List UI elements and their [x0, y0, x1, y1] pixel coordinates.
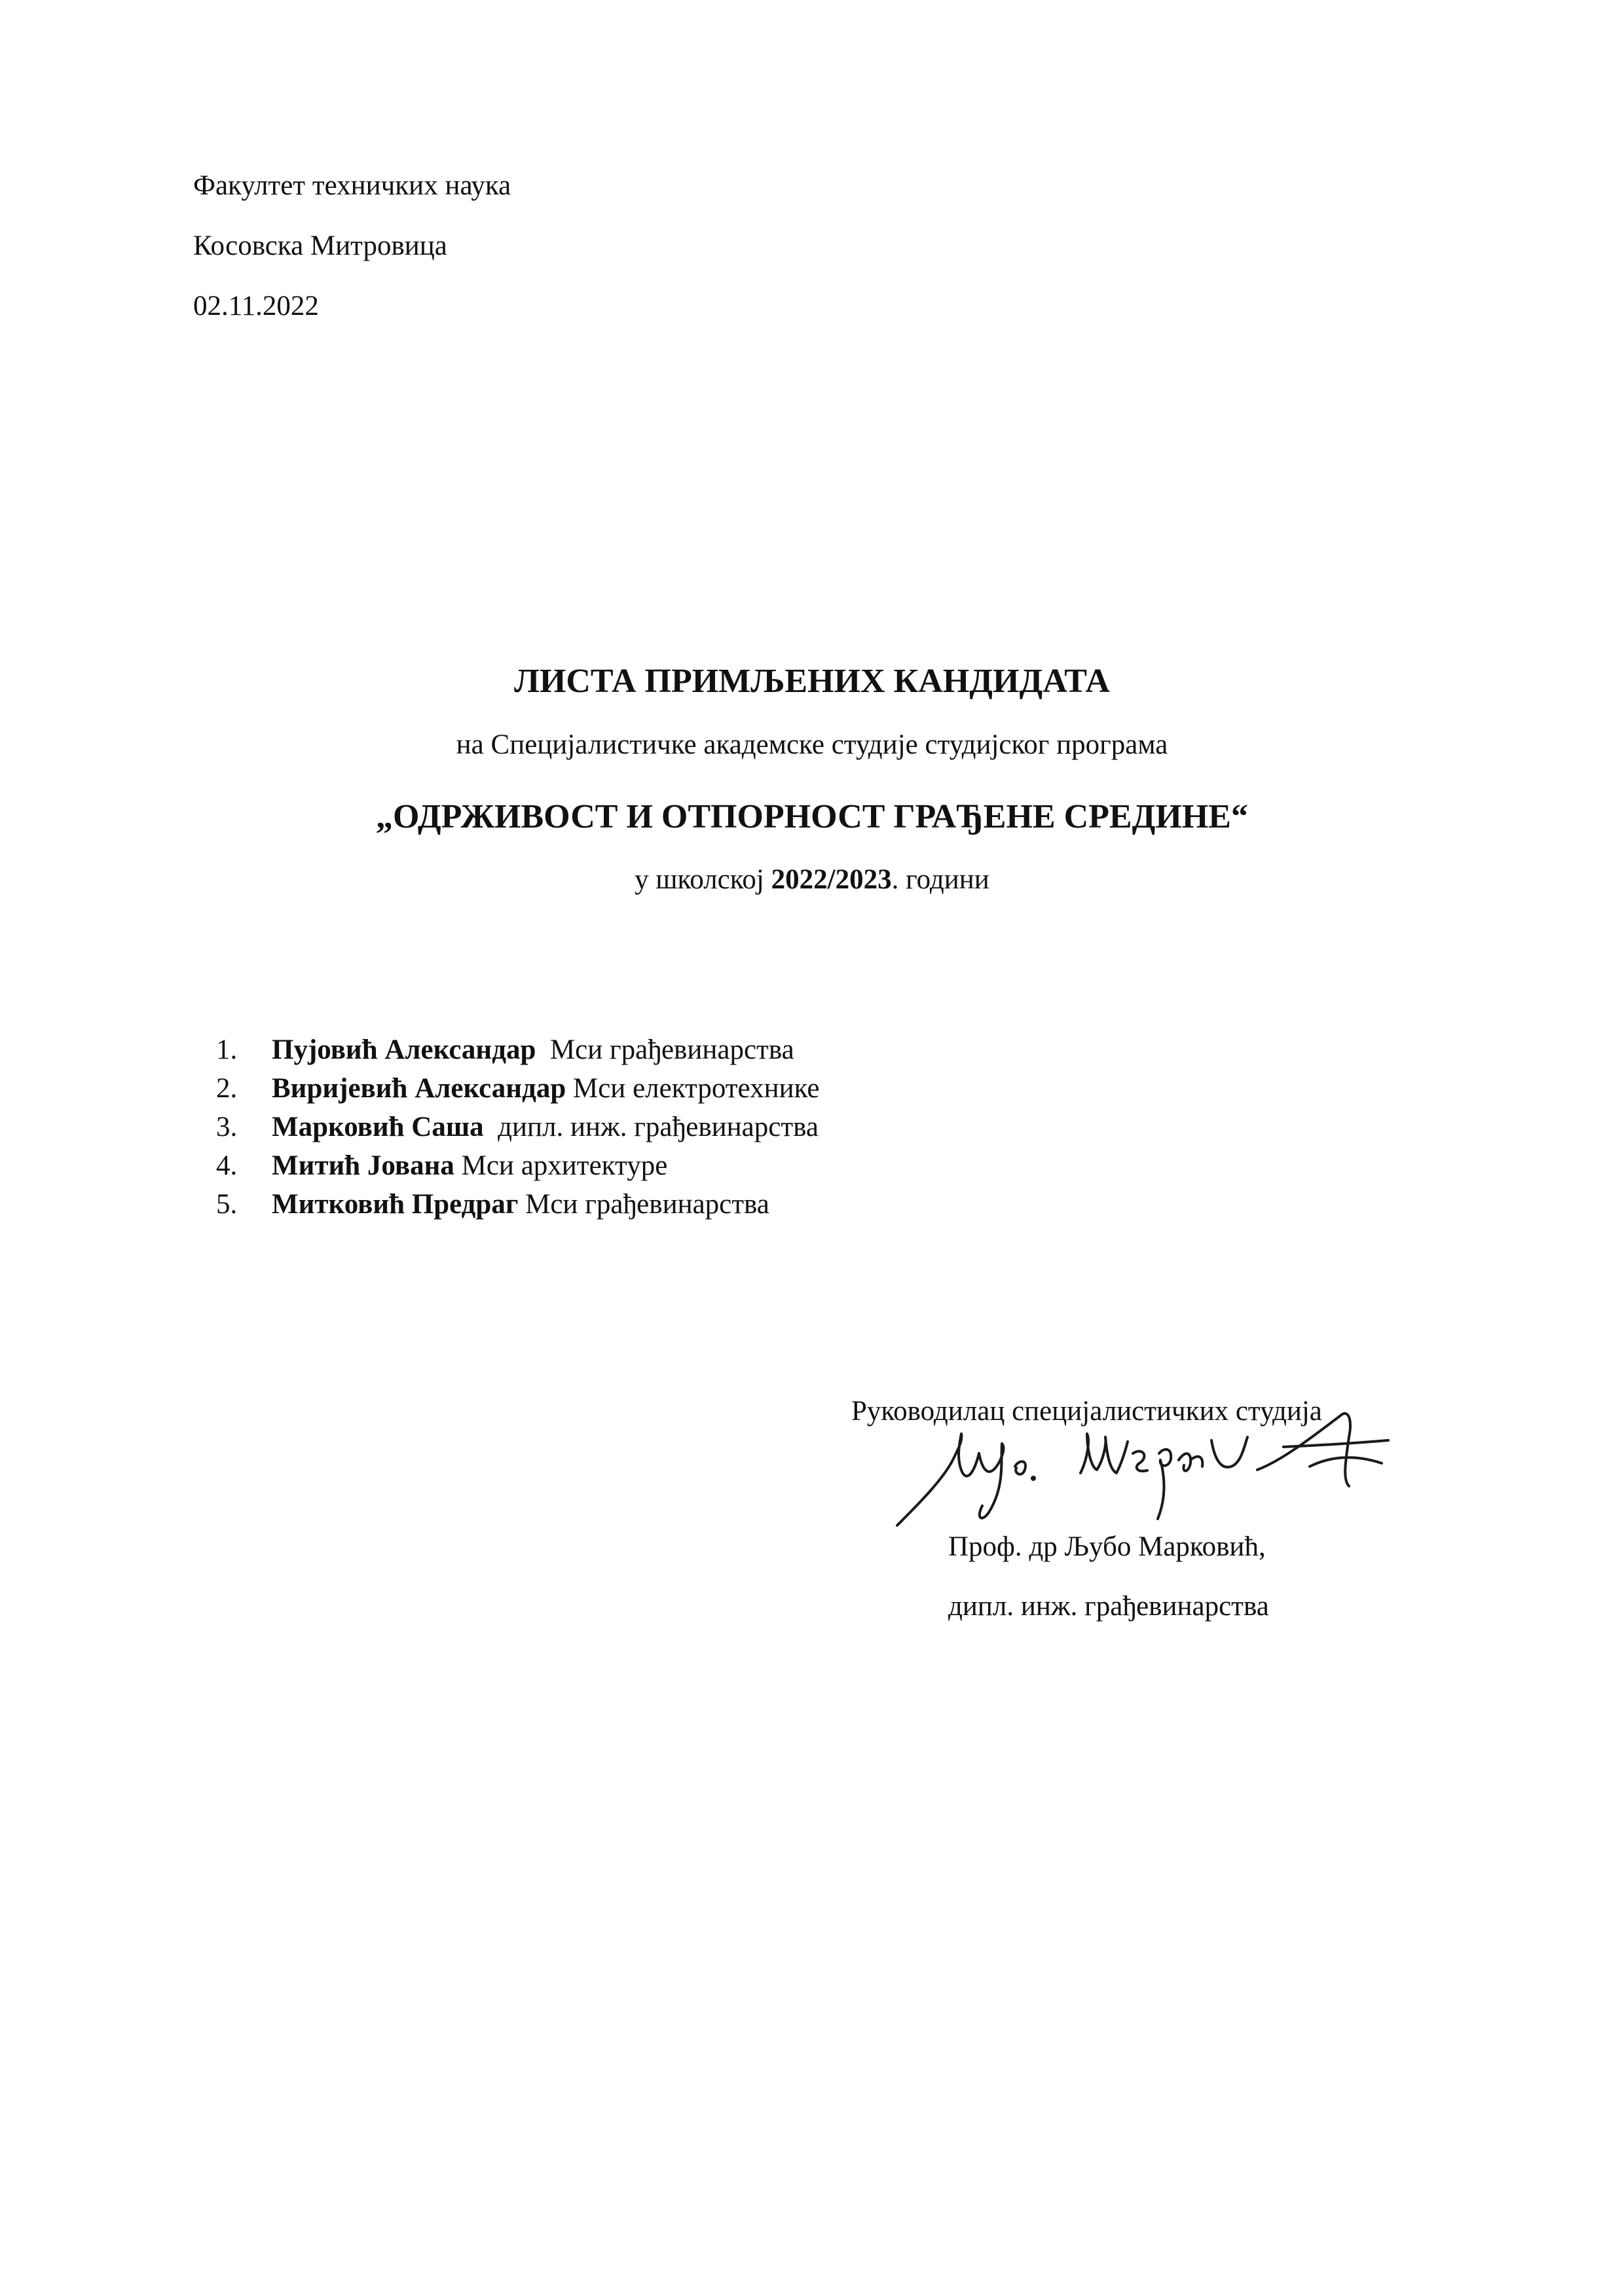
candidate-name: Митковић Предраг [272, 1189, 519, 1220]
candidate-title: дипл. инж. грађевинарства [498, 1112, 819, 1142]
city-name: Косовска Митровица [193, 230, 447, 261]
candidate-number: 1. [216, 1034, 238, 1065]
institution-name: Факултет техничких наука [193, 170, 511, 201]
document-date: 02.11.2022 [193, 291, 319, 321]
candidate-number: 3. [216, 1112, 238, 1142]
candidate-number: 5. [216, 1189, 238, 1220]
candidate-name: Марковић Саша [272, 1112, 484, 1142]
document-subtitle: на Специјалистичке академске студије студијског програма [456, 729, 1168, 760]
list-item [216, 1033, 820, 1072]
candidate-name: Виријевић Александар [272, 1073, 566, 1104]
list-item [216, 1072, 820, 1110]
candidate-title: Мси електротехнике [572, 1073, 820, 1104]
document-title: ЛИСТА ПРИМЉЕНИХ КАНДИДАТА [514, 663, 1110, 700]
candidate-number: 4. [216, 1150, 238, 1181]
list-item [216, 1188, 820, 1226]
candidate-title: Мси грађевинарства [549, 1034, 794, 1065]
candidate-title: Мси грађевинарства [525, 1189, 769, 1220]
candidate-number: 2. [216, 1073, 238, 1104]
list-item [216, 1149, 820, 1188]
list-item [216, 1110, 820, 1149]
signatory-title: дипл. инж. грађевинарства [948, 1591, 1269, 1622]
candidate-name: Митић Јована [272, 1150, 454, 1181]
academic-year-line [0, 863, 1624, 897]
candidate-list [216, 1033, 820, 1226]
academic-year: 2022/2023 [771, 864, 892, 895]
candidate-title: Мси архитектуре [461, 1150, 668, 1181]
year-prefix: у школској [635, 864, 764, 895]
program-name: „ОДРЖИВОСТ И ОТПОРНОСТ ГРАЂЕНЕ СРЕДИНЕ“ [376, 798, 1248, 835]
signature-block [851, 1394, 1441, 1669]
candidate-name: Пујовић Александар [272, 1034, 536, 1065]
signatory-name: Проф. др Љубо Марковић, [948, 1531, 1266, 1562]
handwritten-signature [891, 1408, 1428, 1532]
signatory-role: Руководилац специјалистичких студија [851, 1396, 1322, 1427]
year-suffix: . години [891, 864, 989, 895]
